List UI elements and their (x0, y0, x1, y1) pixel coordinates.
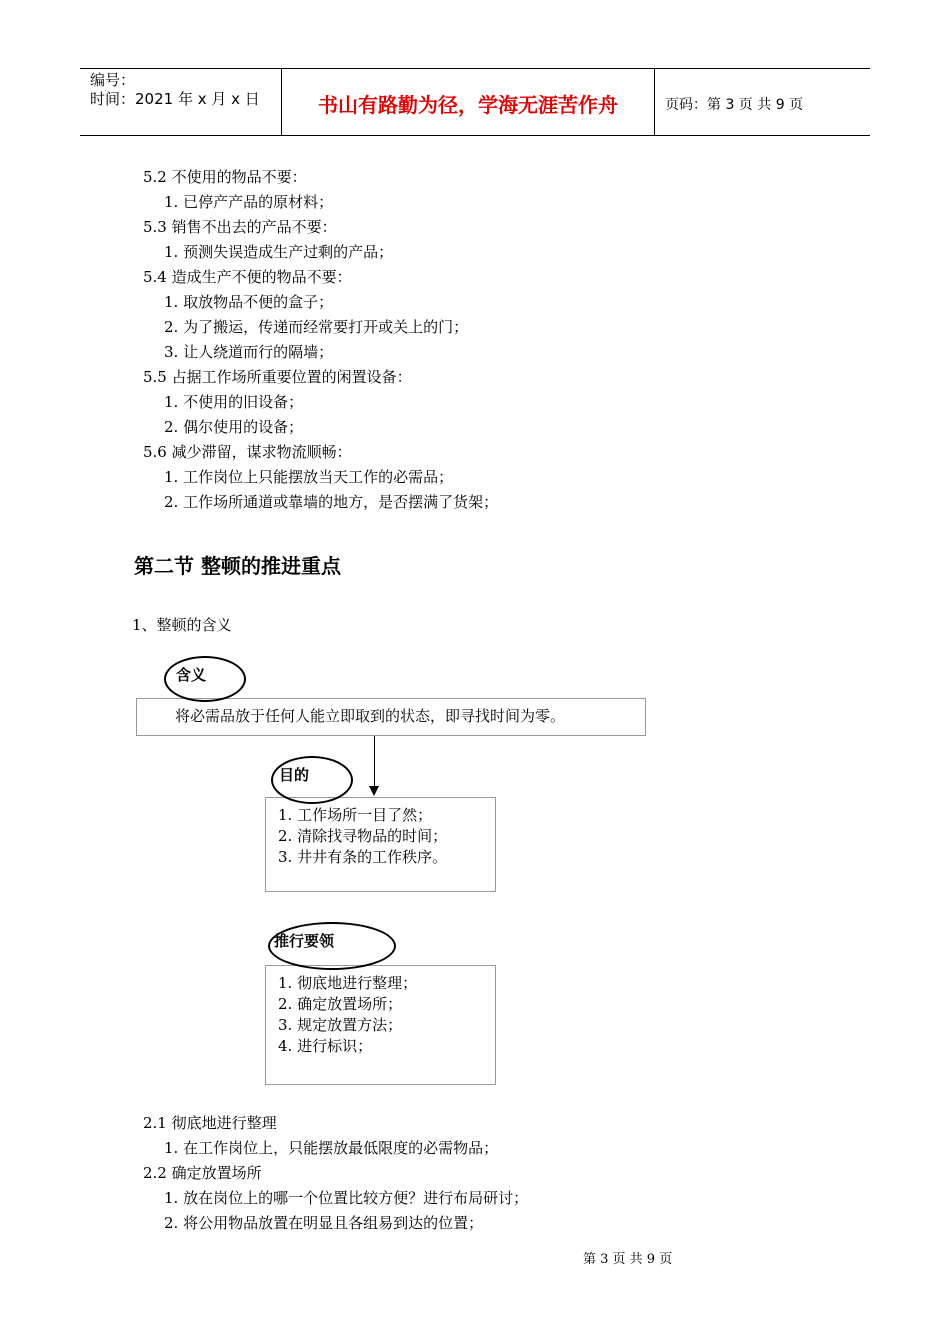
list-item: 2. 为了搬运，传递而经常要打开或关上的门； (164, 318, 469, 336)
meaning-box (136, 698, 646, 736)
list-item: 5.3 销售不出去的产品不要： (143, 218, 337, 236)
method-item: 2. 确定放置场所； (278, 995, 403, 1013)
list-item: 2. 偶尔使用的设备； (164, 418, 304, 436)
meaning-text: 将必需品放于任何人能立即取到的状态，即寻找时间为零。 (175, 707, 566, 725)
header-page-info: 页码：第 3 页 共 9 页 (665, 97, 804, 113)
header-motto: 书山有路勤为径，学海无涯苦作舟 (318, 93, 618, 117)
purpose-item: 3. 井井有条的工作秩序。 (278, 848, 448, 866)
list-item: 2.1 彻底地进行整理 (143, 1114, 277, 1132)
page-footer: 第 3 页 共 9 页 (583, 1252, 673, 1267)
page-header (80, 68, 870, 136)
arrow-head-icon (369, 786, 379, 796)
list-item: 3. 让人绕道而行的隔墙； (164, 343, 334, 361)
list-item: 2. 工作场所通道或靠墙的地方，是否摆满了货架； (164, 493, 499, 511)
list-item: 2. 将公用物品放置在明显且各组易到达的位置； (164, 1214, 484, 1232)
list-item: 5.4 造成生产不便的物品不要： (143, 268, 352, 286)
method-box (265, 965, 496, 1085)
meaning-label: 含义 (176, 666, 207, 684)
header-meta (90, 71, 280, 109)
purpose-box (265, 797, 496, 892)
doc-number-label: 编号： (90, 71, 136, 89)
list-item: 1. 已停产产品的原材料； (164, 193, 334, 211)
list-item: 1. 工作岗位上只能摆放当天工作的必需品； (164, 468, 454, 486)
method-item: 1. 彻底地进行整理； (278, 974, 418, 992)
list-item: 1. 在工作岗位上，只能摆放最低限度的必需物品； (164, 1139, 499, 1157)
method-label: 推行要领 (274, 932, 335, 950)
doc-date-label: 时间：2021 年 x 月 x 日 (90, 90, 260, 108)
list-item: 2.2 确定放置场所 (143, 1164, 262, 1182)
purpose-label: 目的 (279, 766, 310, 784)
list-item: 5.5 占据工作场所重要位置的闲置设备： (143, 368, 412, 386)
list-item: 1. 放在岗位上的哪一个位置比较方便？进行布局研讨； (164, 1189, 529, 1207)
list-item: 1. 不使用的旧设备； (164, 393, 304, 411)
purpose-item: 1. 工作场所一目了然； (278, 806, 433, 824)
list-item: 5.6 减少滞留，谋求物流顺畅： (143, 443, 352, 461)
arrow-line (374, 736, 375, 786)
section-title: 第二节 整顿的推进重点 (134, 554, 341, 578)
list-item: 1. 取放物品不便的盒子； (164, 293, 334, 311)
purpose-item: 2. 清除找寻物品的时间； (278, 827, 448, 845)
header-divider (654, 69, 655, 135)
list-item: 1. 预测失误造成生产过剩的产品； (164, 243, 394, 261)
list-item: 5.2 不使用的物品不要： (143, 168, 307, 186)
subsection-title: 1、整顿的含义 (132, 616, 232, 634)
method-item: 4. 进行标识； (278, 1037, 373, 1055)
method-item: 3. 规定放置方法； (278, 1016, 403, 1034)
